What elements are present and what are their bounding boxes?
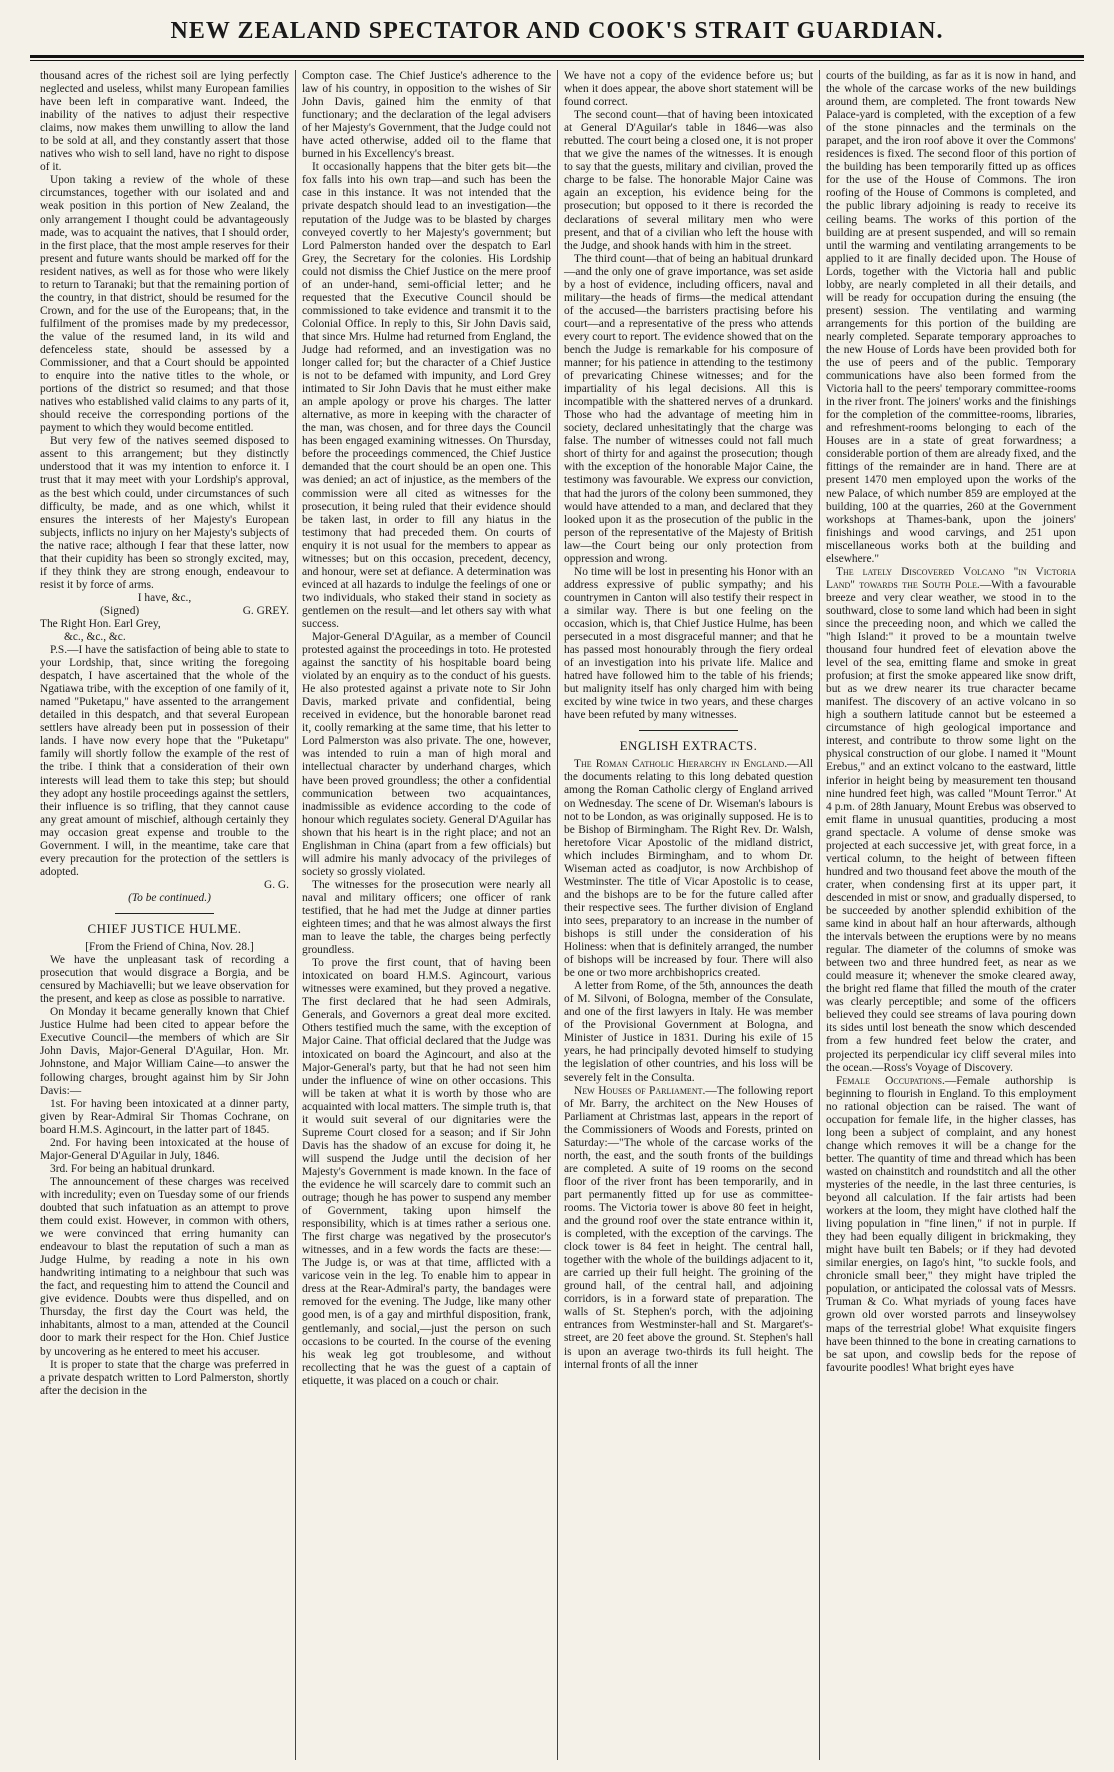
columns	[34, 70, 1084, 1760]
paragraph-lead: The lately Discovered Volcano "in Victoria Land" towards the South Pole.	[826, 565, 1076, 591]
signature-name: G. GREY.	[242, 604, 289, 617]
masthead: NEW ZEALAND SPECTATOR AND COOK'S STRAIT GUARDIAN.	[170, 18, 944, 44]
paragraph-body: —The following report of Mr. Barry, the architect on the New Houses of Parliament at Christmas last, appears in the report of the Commissioners of Woods and Forests, printed on Saturday:—"The whole of the carcase works of the north, the east, and the south fronts of the buildings are completed. A suite of 19 rooms on the second floor of the river front has been temporarily, and in part permanently fitted up for use as committee-rooms. The Victoria tower is above 80 feet in height, and the ground roof over the state entrance within it, is completed, with the exception of the carvings. The clock tower is 84 feet in height. The central hall, together with the whole of the buildings adjacent to it, are carried up their full height. The groining of the ground hall, of the central hall, and adjoining corridors, is in a forward state of preparation. The walls of St. Stephen's porch, with the adjoining entrances from Westminster-hall and St. Margaret's-street, are 20 feet above the ground. St. Stephen's hall is upon an average two-thirds its full height. The internal fronts of all the inner	[564, 1084, 813, 1371]
addressee-etc: &c., &c., &c.	[64, 631, 126, 644]
paragraph: It is proper to state that the charge was preferred in a private despatch written to Lord Palmerston, shortly after the decision in the	[40, 1358, 289, 1397]
divider	[639, 730, 739, 731]
column-4	[820, 70, 1082, 1760]
paragraph-lead: Female Occupations.	[836, 1074, 945, 1087]
signed-label: (Signed)	[100, 604, 140, 617]
paragraph-body: —Female authorship is beginning to flourish in England. To this employment no rational objection can be raised. The want of occupation for female life, in the higher classes, has long been a subject of complaint, and any honest change which removes it will be a change for the better. The quantity of time and thread which has been wasted on chainstitch and roundstitch and all the other mysteries of the needle, in the last three centuries, is beyond all calculation. If the fair artists had been workers at the loom, they might have clothed half the living population in "fine linen," if not in purple. If they had been equally diligent in brickmaking, they might have built ten Babels; or if they had devoted similar energies, on Iago's hint, "to suckle fools, and chronicle small beer," they might have tripled the population, or anticipated the colossal vats of Messrs. Truman & Co. What myriads of young faces have grown old over worsted parrots and linseywolsey maps of the terrestrial globe! What exquisite fingers have been thinned to the bone in creating carnations to be sat upon, and cowslip beds for the repose of favourite poodles! What bright eyes have	[826, 1074, 1076, 1374]
column-3	[558, 70, 820, 1760]
byline: [From the Friend of China, Nov. 28.]	[85, 941, 254, 954]
paragraph: On Monday it became generally known that Chief Justice Hulme had been cited to appear before the Executive Council—the members of which are Sir John Davis, Major-General D'Aguilar, Hon. Mr. Johnstone, and Major William Caine—to answer the following charges, brought against him by Sir John Davis:—	[40, 1006, 289, 1097]
paragraph	[564, 758, 813, 980]
to-be-continued: (To be continued.)	[128, 891, 211, 904]
paragraph: We have the unpleasant task of recording a prosecution that would disgrace a Borgia, and be censured by Machiavelli; but we leave observation for the present, and keep as close as possible to narrative.	[40, 954, 289, 1006]
signature-line: I have, &c.,	[137, 591, 192, 604]
paragraph-lead: New Houses of Parliament.	[574, 1084, 706, 1097]
signature-row	[40, 605, 289, 618]
paragraph: But very few of the natives seemed disposed to assent to this arrangement; but they distinctly understood that it was my intention to enforce it. I trust that it may meet with your Lordship's approval, as the best which could, under circumstances of such difficulty, be made, and as one which, whilst it ensures the interests of her Majesty's European subjects, inflicts no injury on her Majesty's subjects of the native race; although I fear that these latter, now that their cupidity has been so strongly excited, may, if they think they are strong enough, endeavour to resist it by force of arms.	[40, 435, 289, 591]
paragraph	[826, 1075, 1076, 1375]
paragraph-body: —With a favourable breeze and very clear weather, we stood in to the southward, close to some land which had been in sight since the preceeding noon, and which we called the "high Island:" it proved to be a mountain twelve thousand four hundred feet of elevation above the level of the sea, emitting flame and smoke in great profusion; at first the smoke appeared like snow drift, but as we drew nearer its true character became manifest. The discovery of an active volcano in so high a southern latitude cannot but be esteemed a circumstance of high geological importance and interest, and contribute to throw some light on the physical construction of our globe. I named it "Mount Erebus," and an extinct volcano to the eastward, little inferior in height being by measurement ten thousand nine hundred feet high, was called "Mount Terror." At 4 p.m. of 28th January, Mount Erebus was observed to emit flame in unusual quantities, producing a most grand spectacle. A volume of dense smoke was projected at each successive jet, with great force, in a vertical column, to the height of between fifteen hundred and two thousand feet above the mouth of the crater, when condensing first at its upper part, it descended in mist or snow, and gradually dispersed, to be succeeded by another splendid exhibition of the same kind in about half an hour afterwards, although the intervals between the eruptions were by no means regular. The diameter of the columns of smoke was between two and three hundred feet, as near as we could measure it; whenever the smoke cleared away, the bright red flame that filled the mouth of the crater was clearly perceptible; and some of the officers believed they could see streams of lava pouring down its sides until lost beneath the snow which descended from a few hundred feet below the crater, and projected its perpendicular icy cliff several miles into the ocean.—Ross's Voyage of Discovery.	[826, 578, 1076, 1074]
paragraph: courts of the building, as far as it is now in hand, and the whole of the carcase works of the new buildings around them, are completed. The front towards New Palace-yard is completed, with the exception of a few of the stone pinnacles and the terminals on the parapet, and the iron roof above it over the Commons' residences is fixed. The second floor of this portion of the building has been temporarily fitted up as offices for the use of the House of Commons. The iron roofing of the House of Commons is completed, and the public library adjoining is ready to receive its ceiling beams. The works of this portion of the building are at present suspended, and will so remain until the warming and ventilating arrangements to be applied to it are finally decided upon. The House of Lords, together with the Victoria hall and public lobby, are nearly completed in all their details, and will be ready for occupation during the ensuing (the present) session. The ventilating and warming arrangements for this portion of the building are nearly completed. Separate temporary approaches to the new House of Lords have been provided both for the use of peers and of the public. Temporary communications have also been formed from the Victoria hall to the peers' temporary committee-rooms in the river front. The joiners' works and the finishings for the completion of the committee-rooms, libraries, and refreshment-rooms belonging to each of the Houses are in a state of great forwardness; a considerable portion of them are already fixed, and the fittings of the remainder are in hand. There are at present 1470 men employed upon the works of the new Palace, of which number 859 are employed at the building, 100 at the quarries, 260 at the Government workshops at Thames-bank, upon the joiners' finishings and wood carvings, and 251 upon miscellaneous works both at the building and elsewhere."	[826, 70, 1076, 565]
addressee: The Right Hon. Earl Grey,	[40, 617, 161, 630]
masthead-rule-thick	[30, 55, 1084, 58]
paragraph: The witnesses for the prosecution were nearly all naval and military officers; one officer of rank testified, that he had met the Judge at dinner parties eighteen times; and that he was almost always the first man to leave the table, the charges being perfectly groundless.	[302, 878, 551, 957]
paragraph: 2nd. For having been intoxicated at the house of Major-General D'Aguilar in July, 1846.	[40, 1136, 289, 1162]
paragraph: No time will be lost in presenting his Honor with an address expressive of public sympathy; and his countrymen in Canton will also testify their respect in a similar way. There is but one feeling on the occasion, which is, that Chief Justice Hulme, has been persecuted in a most disgraceful manner; and that he has passed most honourably through the fiery ordeal of an investigation into his private life. Malice and hatred have followed him to the table of his friends; but malignity itself has only charged him with being excited by wine twice in two years, and these charges have been refuted by many witnesses.	[564, 565, 813, 722]
article-heading: CHIEF JUSTICE HULME.	[87, 921, 242, 936]
paragraph: The third count—that of being an habitual drunkard—and the only one of grave importance, was set aside by a host of evidence, including officers, naval and military—the heads of firms—the medical attendant of the accused—the barristers practising before his court—and a representative of the press who attends every court to report. The evidence showed that on the bench the Judge is remarkable for his composure of manner; for his patience in attending to the testimony of prevaricating Chinese witnesses; and for the impartiality of his legal decisions. All this is incompatible with the shattered nerves of a drunkard. Those who had the advantage of meeting him in society, declared unhesitatingly that the charge was false. The number of witnesses could not fall much short of thirty for and against the prosecution; though with the exception of the honorable Major Caine, the testimony was favourable. We express our conviction, that had the jurors of the colony been summoned, they would have attended to a man, and declared that they looked upon it as the prosecution of the public in the person of the representative of the Majesty of British law—the Court being our only protection from oppression and wrong.	[564, 252, 813, 565]
paragraph-body: —All the documents relating to this long debated question among the Roman Catholic clergy of England arrived on Wednesday. The scene of Dr. Wiseman's labours is not to be London, as was originally supposed. He is to be Bishop of Birmingham. The Right Rev. Dr. Walsh, heretofore Vicar Apostolic of the midland district, which includes Birmingham, and to whom Dr. Wiseman acted as coadjutor, is now Archbishop of Westminster. The title of Vicar Apostolic is to cease, and the bishops are to be for the future called after their respective sees. The further division of England into sees, preparatory to an increase in the number of bishops is still under the consideration of his Holiness: when that is definitely arranged, the number of bishops will be increased by four. There will also be one or two more archbishoprics created.	[564, 758, 813, 980]
paragraph: The announcement of these charges was received with incredulity; even on Tuesday some of our friends doubted that such infatuation as an attempt to prove them could exist. However, in common with others, we were convinced that erring humanity can endeavour to blast the reputation of such a man as Judge Hulme, by reading a note in his own handwriting intimating to a neighbour that such was the fact, and requesting him to attend the Council and give evidence. Doubts were thus dispelled, and on Thursday, the first day the Court was held, the inhabitants, almost to a man, attended at the Council door to mark their respect for the Hon. Chief Justice by uncovering as he entered to meet his accuser.	[40, 1175, 289, 1358]
paragraph: To prove the first count, that of having been intoxicated on board H.M.S. Agincourt, various witnesses were examined, but they proved a negative. The first declared that he had seen Admirals, Generals, and Governors a great deal more excited. Others testified much the same, with the exception of Major Caine. That official declared that the Judge was intoxicated on board the Agincourt, and also at the Major-General's party, but that he had not seen him under the influence of wine on other occasions. This will be taken at what it is worth by those who are acquainted with local matters. The simple truth is, that it would suit several of our dignitaries were the Supreme Court closed for a season; and if Sir John Davis has the shadow of an excuse for doing it, he will suspend the Judge until the decision of her Majesty's Government is made known. In the face of the evidence he will scarcely dare to commit such an outrage; though he has power to suspend any member of Government, taking upon himself the responsibility, which is at times rather a serious one. The first charge was negatived by the prosecutor's witnesses, and in a few words the facts are these:—The Judge is, or was at that time, afflicted with a varicose vein in the leg. To enable him to appear in dress at the Rear-Admiral's party, the bandages were removed for the evening. The Judge, like many other good men, is of a gay and mirthful disposition, frank, gentlemanly, and social,—just the person on such occasions to be courted. In the course of the evening his weak leg got troublesome, and without recollecting that he was the guest of a captain of etiquette, it was placed on a couch or chair.	[302, 957, 551, 1387]
paragraph: Upon taking a review of the whole of these circumstances, together with our isolated and and weak position in this portion of New Zealand, the only arrangement I thought could be advantageously made, was to acquaint the natives, that I should order, in the first place, that the most ample reserves for their present and future wants should be marked off for the resident natives, as well as for those who were likely to return to Taranaki; but that the remaining portion of the country, in that district, should be resumed for the Crown, and for the use of the Europeans; that, in the fulfilment of the promises made by my predecessor, the value of the resumed land, in its wild and defenceless state, should be assessed by a Commissioner, and that a Court should be appointed to enquire into the native titles to the whole, or portions of the district so resumed; and that those natives who established valid claims to any parts of it, should receive the corresponding portions of the payment to which they would become entitled.	[40, 174, 289, 435]
paragraph: P.S.—I have the satisfaction of being able to state to your Lordship, that, since writing the foregoing despatch, I have ascertained that the whole of the Ngatiawa tribe, with the exception of one family of it, named "Puketapu," have assented to the arrangement detailed in this despatch, and that several European settlers have already been put in possession of their lands. I have now every hope that the "Puketapu" family will shortly follow the example of the rest of the tribe. I think that a consideration of their own interests will lead them to take this step; but should they adopt any hostile proceedings against the settlers, their influence is so trifling, that they cannot cause any great amount of mischief, although certainly they may occasion great expense and trouble to the Government. I will, in the meantime, take care that every precaution for the protection of the settlers is adopted.	[40, 644, 289, 878]
column-2	[296, 70, 558, 1760]
paragraph: 3rd. For being an habitual drunkard.	[50, 1162, 215, 1175]
section-heading: ENGLISH EXTRACTS.	[619, 738, 758, 754]
divider	[115, 913, 215, 914]
column-1	[34, 70, 296, 1760]
paragraph: Compton case. The Chief Justice's adherence to the law of his country, in opposition to the wishes of Sir John Davis, gained him the enmity of that functionary; and the declaration of the legal advisers of her Majesty's Government, that the Judge could not have acted otherwise, added oil to the flame that burned in his Excellency's breast.	[302, 70, 551, 161]
masthead-rule-thin	[30, 60, 1084, 61]
paragraph	[564, 1085, 813, 1372]
paragraph: 1st. For having been intoxicated at a dinner party, given by Rear-Admiral Sir Thomas Cochrane, on board H.M.S. Agincourt, in the latter part of 1845.	[40, 1097, 289, 1136]
paragraph: The second count—that of having been intoxicated at General D'Aguilar's table in 1846—was also rebutted. The court being a closed one, it is not proper that we give the names of the witnesses. It is enough to say that the guests, military and civilian, proved the charge to be false. The honorable Major Caine was again an exception, his evidence being for the prosecution; but opposed to it there is recorded the declarations of several military men who were present, and that of a civilian who left the house with the Judge, and shook hands with him in the street.	[564, 109, 813, 252]
signature-initials: G. G.	[264, 878, 289, 891]
paragraph: It occasionally happens that the biter gets bit—the fox falls into his own trap—and such has been the case in this instance. It was not intended that the private despatch should lead to an investigation—the reputation of the Judge was to be blasted by charges conveyed covertly to her Majesty's government; but Lord Palmerston handed over the despatch to Earl Grey, the Secretary for the colonies. His Lordship could not dismiss the Chief Justice on the mere proof of an under-hand, semi-official letter; and he requested that the Executive Council should be commissioned to take evidence and transmit it to the Colonial Office. In reply to this, Sir John Davis said, that since Mrs. Hulme had returned from England, the Judge had reformed, and an investigation was no longer called for; but the character of a Chief Justice is not to be defamed with impunity, and Lord Grey intimated to Sir John Davis that he must either make an ample apology or prove his charges. The latter alternative, as more in keeping with the character of the man, was chosen, and for three days the Council has been engaged examining witnesses. On Thursday, before the proceedings commenced, the Chief Justice demanded that the court should be an open one. This was denied; an act of injustice, as the members of the commission were all cited as witnesses for the prosecution, it being ruled that their evidence should be taken last, in order to fill any hiatus in the testimony that had preceded them. On courts of enquiry it is not usual for the members to appear as witnesses; but on this occasion, precedent, decency, and honour, were set at defiance. A determination was evinced at all hazards to indulge the feelings of one or two individuals, who staked their stand in society as gentlemen on the result—and let others say with what success.	[302, 161, 551, 630]
paragraph: We have not a copy of the evidence before us; but when it does appear, the above short statement will be found correct.	[564, 70, 813, 109]
paragraph-lead: The Roman Catholic Hierarchy in England.	[574, 758, 788, 771]
paragraph: Major-General D'Aguilar, as a member of Council protested against the proceedings in toto. He protested against the sanctity of his hospitable board being violated by an enquiry as to the conduct of his guests. He also protested against a private note to Sir John Davis, marked private and confidential, being received in evidence, but the honorable baronet read it, coolly remarking at the same time, that his letter to Lord Palmerston was also private. The one, however, was intended to ruin a man of high moral and intellectual character by underhand charges, which have been proved groundless; the other a confidential communication between two acquaintances, inadmissible as evidence according to the code of honour which regulates society. General D'Aguilar has shown that his heart is in the right place; and not an Englishman in China (apart from a few officials) but will admire his manly advocacy of the privileges of society so grossly violated.	[302, 631, 551, 878]
paragraph	[826, 566, 1076, 1075]
paragraph: A letter from Rome, of the 5th, announces the death of M. Silvoni, of Bologna, member of the Consulate, and one of the first lawyers in Italy. He was member of the Provisional Government at Bologna, and Minister of Justice in 1831. During his exile of 15 years, he had principally devoted himself to studying the legislation of other countries, and his loss will be severely felt in the Consulta.	[564, 980, 813, 1084]
paragraph: thousand acres of the richest soil are lying perfectly neglected and useless, whilst many European families have been left in comparative want. Indeed, the inability of the natives to adjust their respective claims, now makes them unwilling to allow the land to be sold at all, and they constantly assert that those natives who wish to sell land, have no right to dispose of it.	[40, 70, 289, 174]
